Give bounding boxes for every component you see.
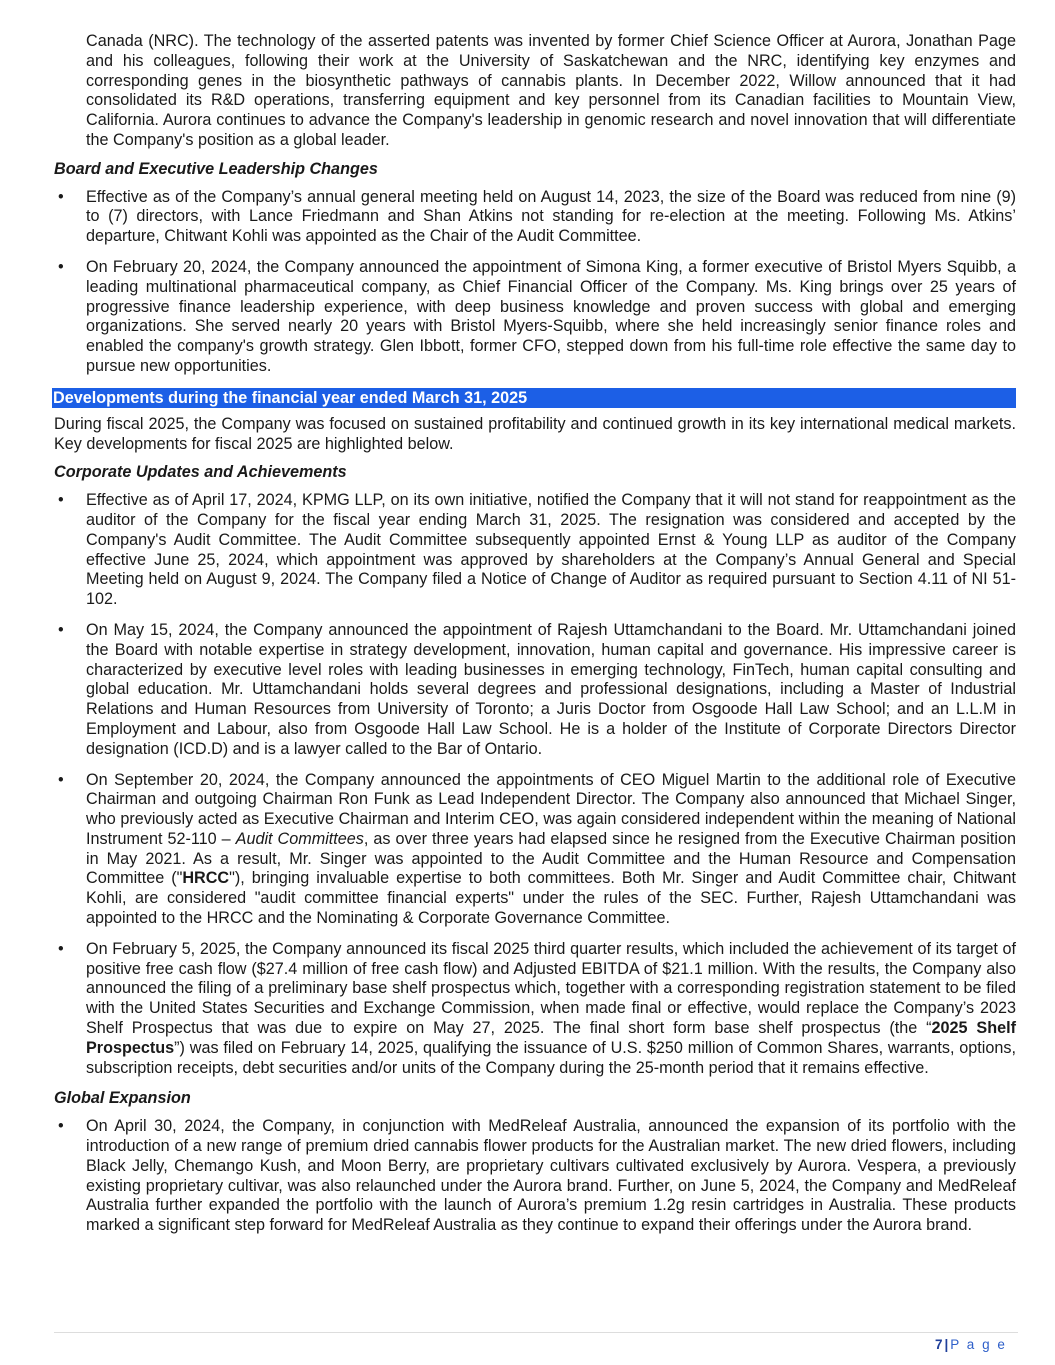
list-item [54,621,1016,760]
list-item [54,771,1016,929]
intro-paragraph: Canada (NRC). The technology of the asserted patents was invented by former Chief Science Officer at Aurora, Jonathan Page and his colleagues, following their work at the University of Saskatchewan and the NRC, identifying key enzymes and corresponding genes in the biosynthetic pathways of cannabis plants. In December 2022, Willow announced that it had consolidated its R&D operations, transferring equipment and key personnel from its Canadian facilities to Mountain View, California. Aurora continues to advance the Company's leadership in genomic research and novel innovation that will differentiate the Company's position as a global leader. [86,32,1016,149]
bold-term: HRCC [182,869,230,888]
bullet-icon: • [58,770,64,789]
bullet-icon: • [58,187,64,206]
list-item [54,258,1016,377]
list-item [54,188,1016,247]
section-heading-corporate: Corporate Updates and Achievements [54,463,347,482]
bullet-text: On May 15, 2024, the Company announced the appointment of Rajesh Uttamchandani to the Board. Mr. Uttamchandani joined the Board with notable expertise in strategy development, innovation, human capital and governance. His impressive career is characterized by executive level roles with leading businesses in emerging technology, FinTech, human capital consulting and global education. Mr. Uttamchandani holds several degrees and professional designations, including a Master of Industrial Relations and Human Resources from University of Toronto; a Juris Doctor from Osgoode Hall Law School; and an L.L.M in Employment and Labour, also from Osgoode Hall Law School. He is a holder of the Institute of Corporate Directors Director designation (ICD.D) and is a lawyer called to the Bar of Ontario. [86,620,1016,758]
bullet-icon: • [58,1117,64,1136]
page-number: 7 [935,1337,945,1352]
section-heading-board: Board and Executive Leadership Changes [54,159,378,178]
section-title-bar: Developments during the financial year ended March 31, 2025 [52,388,1016,408]
footer-divider [54,1332,1018,1333]
text-segment: "), bringing invaluable expertise to both committees. Both Mr. Singer and Audit Committee chair, Chitwant Kohli, are considered "audit committee financial experts" under the rules of the SEC. Further, Rajesh Uttamchandani was appointed to the HRCC and the Nominating & Corporate Governance Committee. [86,869,1016,928]
bold-term: 2025 Shelf Prospectus [86,1019,1016,1057]
bullet-text: On February 20, 2024, the Company announced the appointment of Simona King, a former executive of Bristol Myers Squibb, a leading multinational pharmaceutical company, as Chief Financial Officer of the Company. Ms. King brings over 25 years of progressive finance leadership experience, with deep business knowledge and proven success with global and emerging organizations. She served nearly 20 years with Bristol Myers-Squibb, where she held increasingly senior finance roles and enabled the company's growth strategy. Glen Ibbott, former CFO, stepped down from his full-time role effective the same day to pursue new opportunities. [86,257,1016,375]
text-segment: , as over three years had elapsed since he resigned from the Executive Chairman position in May 2021. As a result, Mr. Singer was appointed to the Audit Committee and the Human Resource and Compensation Committee (" [86,829,1016,888]
text-segment: On February 5, 2025, the Company announced its fiscal 2025 third quarter results, which included the achievement of its target of positive free cash flow ($27.4 million of free cash flow) and Adjusted EBITDA of $21.1 million. With the results, the Company also announced the filing of a preliminary base shelf prospectus which, together with a corresponding registration statement to be filed with the United States Securities and Exchange Commission, when made final or effective, would replace the Company’s 2023 Shelf Prospectus that was due to expire on May 27, 2025. The final short form base shelf prospectus (the “ [86,939,1016,1038]
list-item [54,1117,1016,1236]
bullet-text [86,771,1016,929]
list-item [54,491,1016,610]
document-page [54,32,1016,1247]
bullet-text: On April 30, 2024, the Company, in conjunction with MedReleaf Australia, announced the expansion of its portfolio with the introduction of a new range of premium dried cannabis flower products for the Australian market. The new dried flowers, including Black Jelly, Chemango Kush, and Moon Berry, are proprietary cultivars cultivated exclusively by Aurora. Vespera, a previously existing proprietary cultivar, was also relaunched under the Aurora brand. Further, on June 5, 2024, the Company and MedReleaf Australia further expanded the portfolio with the launch of Aurora’s premium 1.2g resin cartridges in Australia. These products marked a significant step forward for MedReleaf Australia as they continue to expand their offerings under the Aurora brand. [86,1117,1016,1235]
bullet-text [86,940,1016,1079]
bullet-icon: • [58,491,64,510]
list-item [54,940,1016,1079]
bullet-icon: • [58,939,64,958]
italic-term: Audit Committees [235,829,364,848]
text-segment: ”) was filed on February 14, 2025, qualifying the issuance of U.S. $250 million of Common Shares, warrants, options, subscription receipts, debt securities and/or units of the Company during the 25-month period that it remains effective. [86,1038,1016,1077]
footer-separator: | [944,1337,951,1352]
bullet-text: Effective as of April 17, 2024, KPMG LLP, on its own initiative, notified the Company that it will not stand for reappointment as the auditor of the Company for the fiscal year ending March 31, 2025. The resignation was considered and accepted by the Company's Audit Committee. The Audit Committee subsequently appointed Ernst & Young LLP as auditor of the Company effective June 25, 2024, which appointment was approved by shareholders at the Company’s Annual General and Special Meeting held on August 9, 2024. The Company filed a Notice of Change of Auditor as required pursuant to Section 4.11 of NI 51-102. [86,491,1016,609]
bullet-icon: • [58,257,64,276]
bullet-icon: • [58,620,64,639]
fy2025-intro: During fiscal 2025, the Company was focused on sustained profitability and continued growth in its key international medical markets. Key developments for fiscal 2025 are highlighted below. [54,414,1016,453]
section-heading-global: Global Expansion [54,1089,191,1108]
text-segment: On September 20, 2024, the Company announced the appointments of CEO Miguel Martin to the additional role of Executive Chairman and outgoing Chairman Ron Funk as Lead Independent Director. The Company also announced that Michael Singer, who previously acted as Executive Chairman and Interim CEO, was again considered independent within the meaning of National Instrument 52-110 – [86,770,1016,848]
page-label: P a g e [950,1337,1007,1352]
bullet-text: Effective as of the Company’s annual general meeting held on August 14, 2023, the size of the Board was reduced from nine (9) to (7) directors, with Lance Friedmann and Shan Atkins not standing for re-election at the meeting. Following Ms. Atkins’ departure, Chitwant Kohli was appointed as the Chair of the Audit Committee. [86,187,1016,246]
page-footer [935,1335,1007,1355]
